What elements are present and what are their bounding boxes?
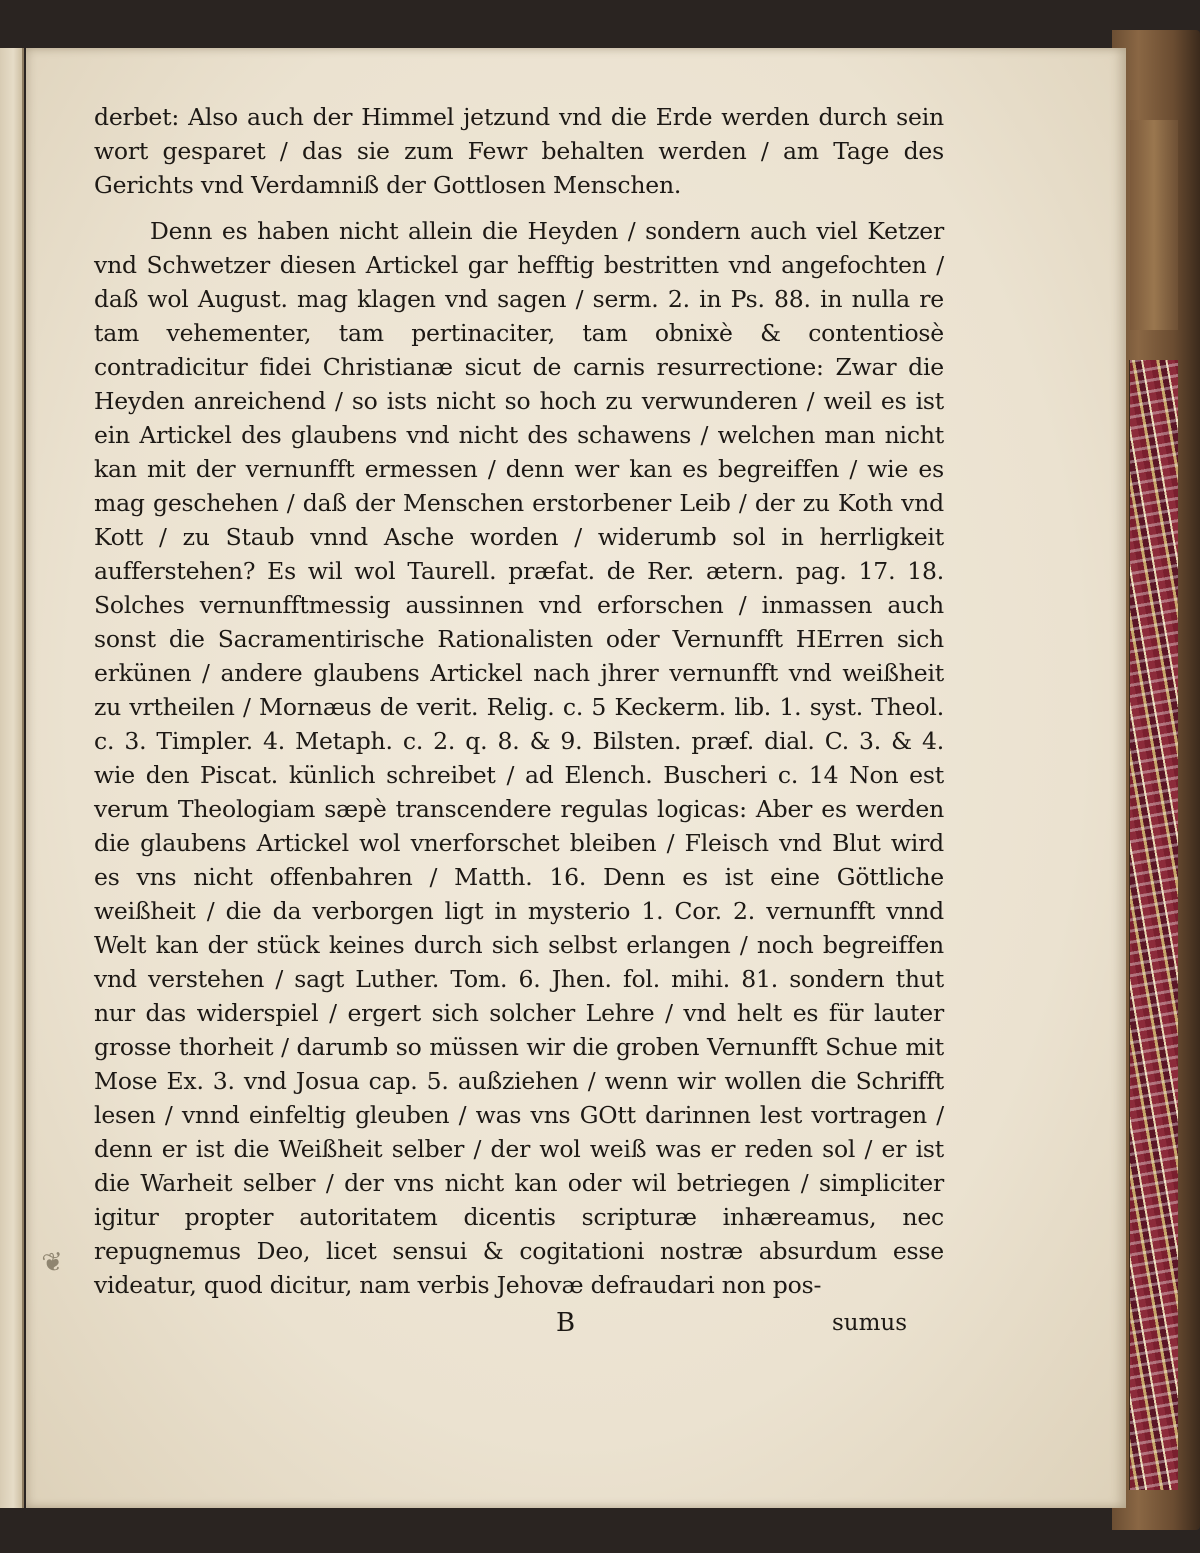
margin-ink-mark-icon: ❦ [40, 1246, 66, 1280]
paragraph-2: Denn es haben nicht allein die Heyden / sondern auch viel Ketzer vnd Schwetzer diesen Artickel gar hefftig bestritten vnd angefochten / daß wol August. mag klagen vnd sagen / serm. 2. in Ps. 88. in nulla re tam vehementer, tam pertinaciter, tam obnixè & contentiosè contradicitur fidei Christianæ sicut de carnis resurrectione: Zwar die Heyden anreichend / so ists nicht so hoch zu verwunderen / weil es ist ein Artickel des glaubens vnd nicht des schawens / welchen man nicht kan mit der vernunfft ermessen / denn wer kan es begreiffen / wie es mag geschehen / daß der Menschen erstorbener Leib / der zu Koth vnd Kott / zu Staub vnnd Asche worden / widerumb sol in herrligkeit aufferstehen? Es wil wol Taurell. præfat. de Rer. ætern. pag. 17. 18. Solches vernunfftmessig aussinnen vnd erforschen / inmassen auch sonst die Sacramentirische Rationalisten oder Vernunfft HErren sich erkünen / andere glaubens Artickel nach jhrer vernunfft vnd weißheit zu vrtheilen / Mornæus de verit. Relig. c. 5 Keckerm. lib. 1. syst. Theol. c. 3. Timpler. 4. Metaph. c. 2. q. 8. & 9. Bilsten. præf. dial. C. 3. & 4. wie den Piscat. künlich schreibet / ad Elench. Buscheri c. 14 Non est verum Theologiam sæpè transcendere regulas logicas: Aber es werden die glaubens Artickel wol vnerforschet bleiben / Fleisch vnd Blut wird es vns nicht offenbahren / Matth. 16. Denn es ist eine Göttliche weißheit / die da verborgen ligt in mysterio 1. Cor. 2. vernunfft vnnd Welt kan der stück keines durch sich selbst erlangen / noch begreiffen vnd verstehen / sagt Luther. Tom. 6. Jhen. fol. mihi. 81. sondern thut nur das widerspiel / ergert sich solcher Lehre / vnd helt es für lauter grosse thorheit / darumb so müssen wir die groben Vernunfft Schue mit Mose Ex. 3. vnd Josua cap. 5. außziehen / wenn wir wollen die Schrifft lesen / vnnd einfeltig gleuben / was vns GOtt darinnen lest vortragen / denn er ist die Weißheit selber / der wol weiß was er reden sol / er ist die Warheit selber / der vns nicht kan oder wil betriegen / simpliciter igitur propter autoritatem dicentis scripturæ inhæreamus, nec repugnemus Deo, licet sensui & cogitationi nostræ absurdum esse videatur, quod dicitur, nam verbis Jehovæ defraudari non pos- [94, 217, 944, 1299]
catchword: sumus [832, 1310, 908, 1336]
marbled-endpaper [1129, 360, 1178, 1490]
facing-page-edge [0, 48, 24, 1508]
signature-mark: B [556, 1308, 576, 1338]
page-text [94, 100, 944, 1302]
book-page [26, 48, 1126, 1508]
paragraph-1: derbet: Also auch der Himmel jetzund vnd die Erde werden durch sein wort gesparet / das sie zum Fewr behalten werden / am Tage des Gerichts vnd Verdamniß der Gottlosen Menschen. [94, 103, 944, 199]
cover-board [1130, 120, 1178, 330]
